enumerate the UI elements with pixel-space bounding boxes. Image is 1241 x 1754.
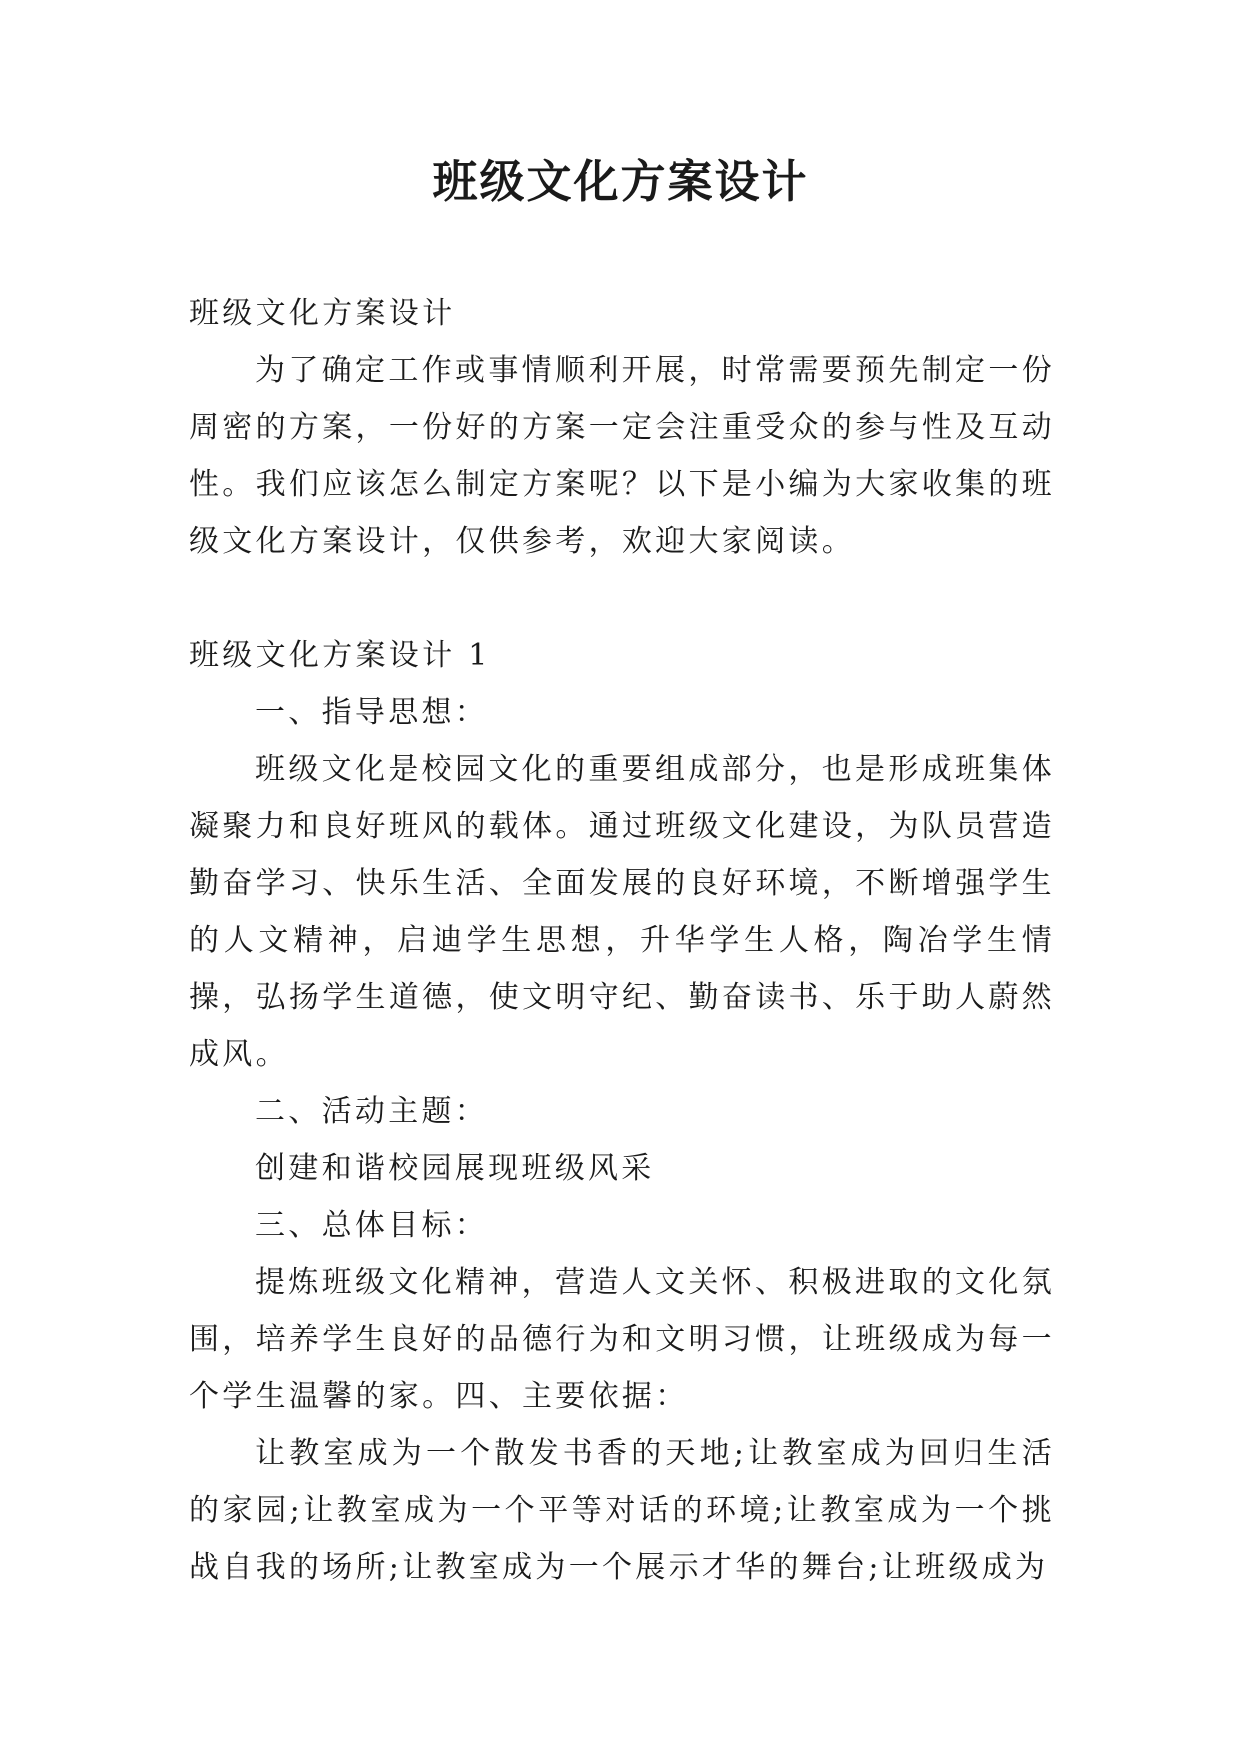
subtitle-paragraph: 班级文化方案设计 [189, 296, 456, 331]
document-body [189, 285, 1055, 1596]
guiding-ideology-paragraph: 班级文化是校园文化的重要组成部分，也是形成班集体凝聚力和良好班风的载体。通过班级文化建设，为队员营造勤奋学习、快乐生活、全面发展的良好环境，不断增强学生的人文精神，启迪学生思想，升华学生人格，陶冶学生情操，弘扬学生道德，使文明守纪、勤奋读书、乐于助人蔚然成风。 [189, 752, 1055, 1072]
document-title: 班级文化方案设计 [432, 155, 809, 208]
activity-theme-paragraph: 创建和谐校园展现班级风采 [255, 1151, 655, 1186]
section-heading: 班级文化方案设计 1 [189, 638, 491, 673]
heading-activity-theme: 二、活动主题： [255, 1094, 489, 1129]
heading-overall-goal: 三、总体目标： [255, 1208, 489, 1243]
intro-paragraph: 为了确定工作或事情顺利开展，时常需要预先制定一份周密的方案，一份好的方案一定会注重受众的参与性及互动性。我们应该怎么制定方案呢？以下是小编为大家收集的班级文化方案设计，仅供参考，欢迎大家阅读。 [189, 353, 1055, 559]
heading-guiding-ideology: 一、指导思想： [255, 695, 489, 730]
main-basis-paragraph: 让教室成为一个散发书香的天地;让教室成为回归生活的家园;让教室成为一个平等对话的环境;让教室成为一个挑战自我的场所;让教室成为一个展示才华的舞台;让班级成为 [189, 1436, 1055, 1585]
overall-goal-paragraph: 提炼班级文化精神，营造人文关怀、积极进取的文化氛围，培养学生良好的品德行为和文明习惯，让班级成为每一个学生温馨的家。四、主要依据： [189, 1265, 1055, 1414]
section-spacer [189, 570, 1055, 627]
